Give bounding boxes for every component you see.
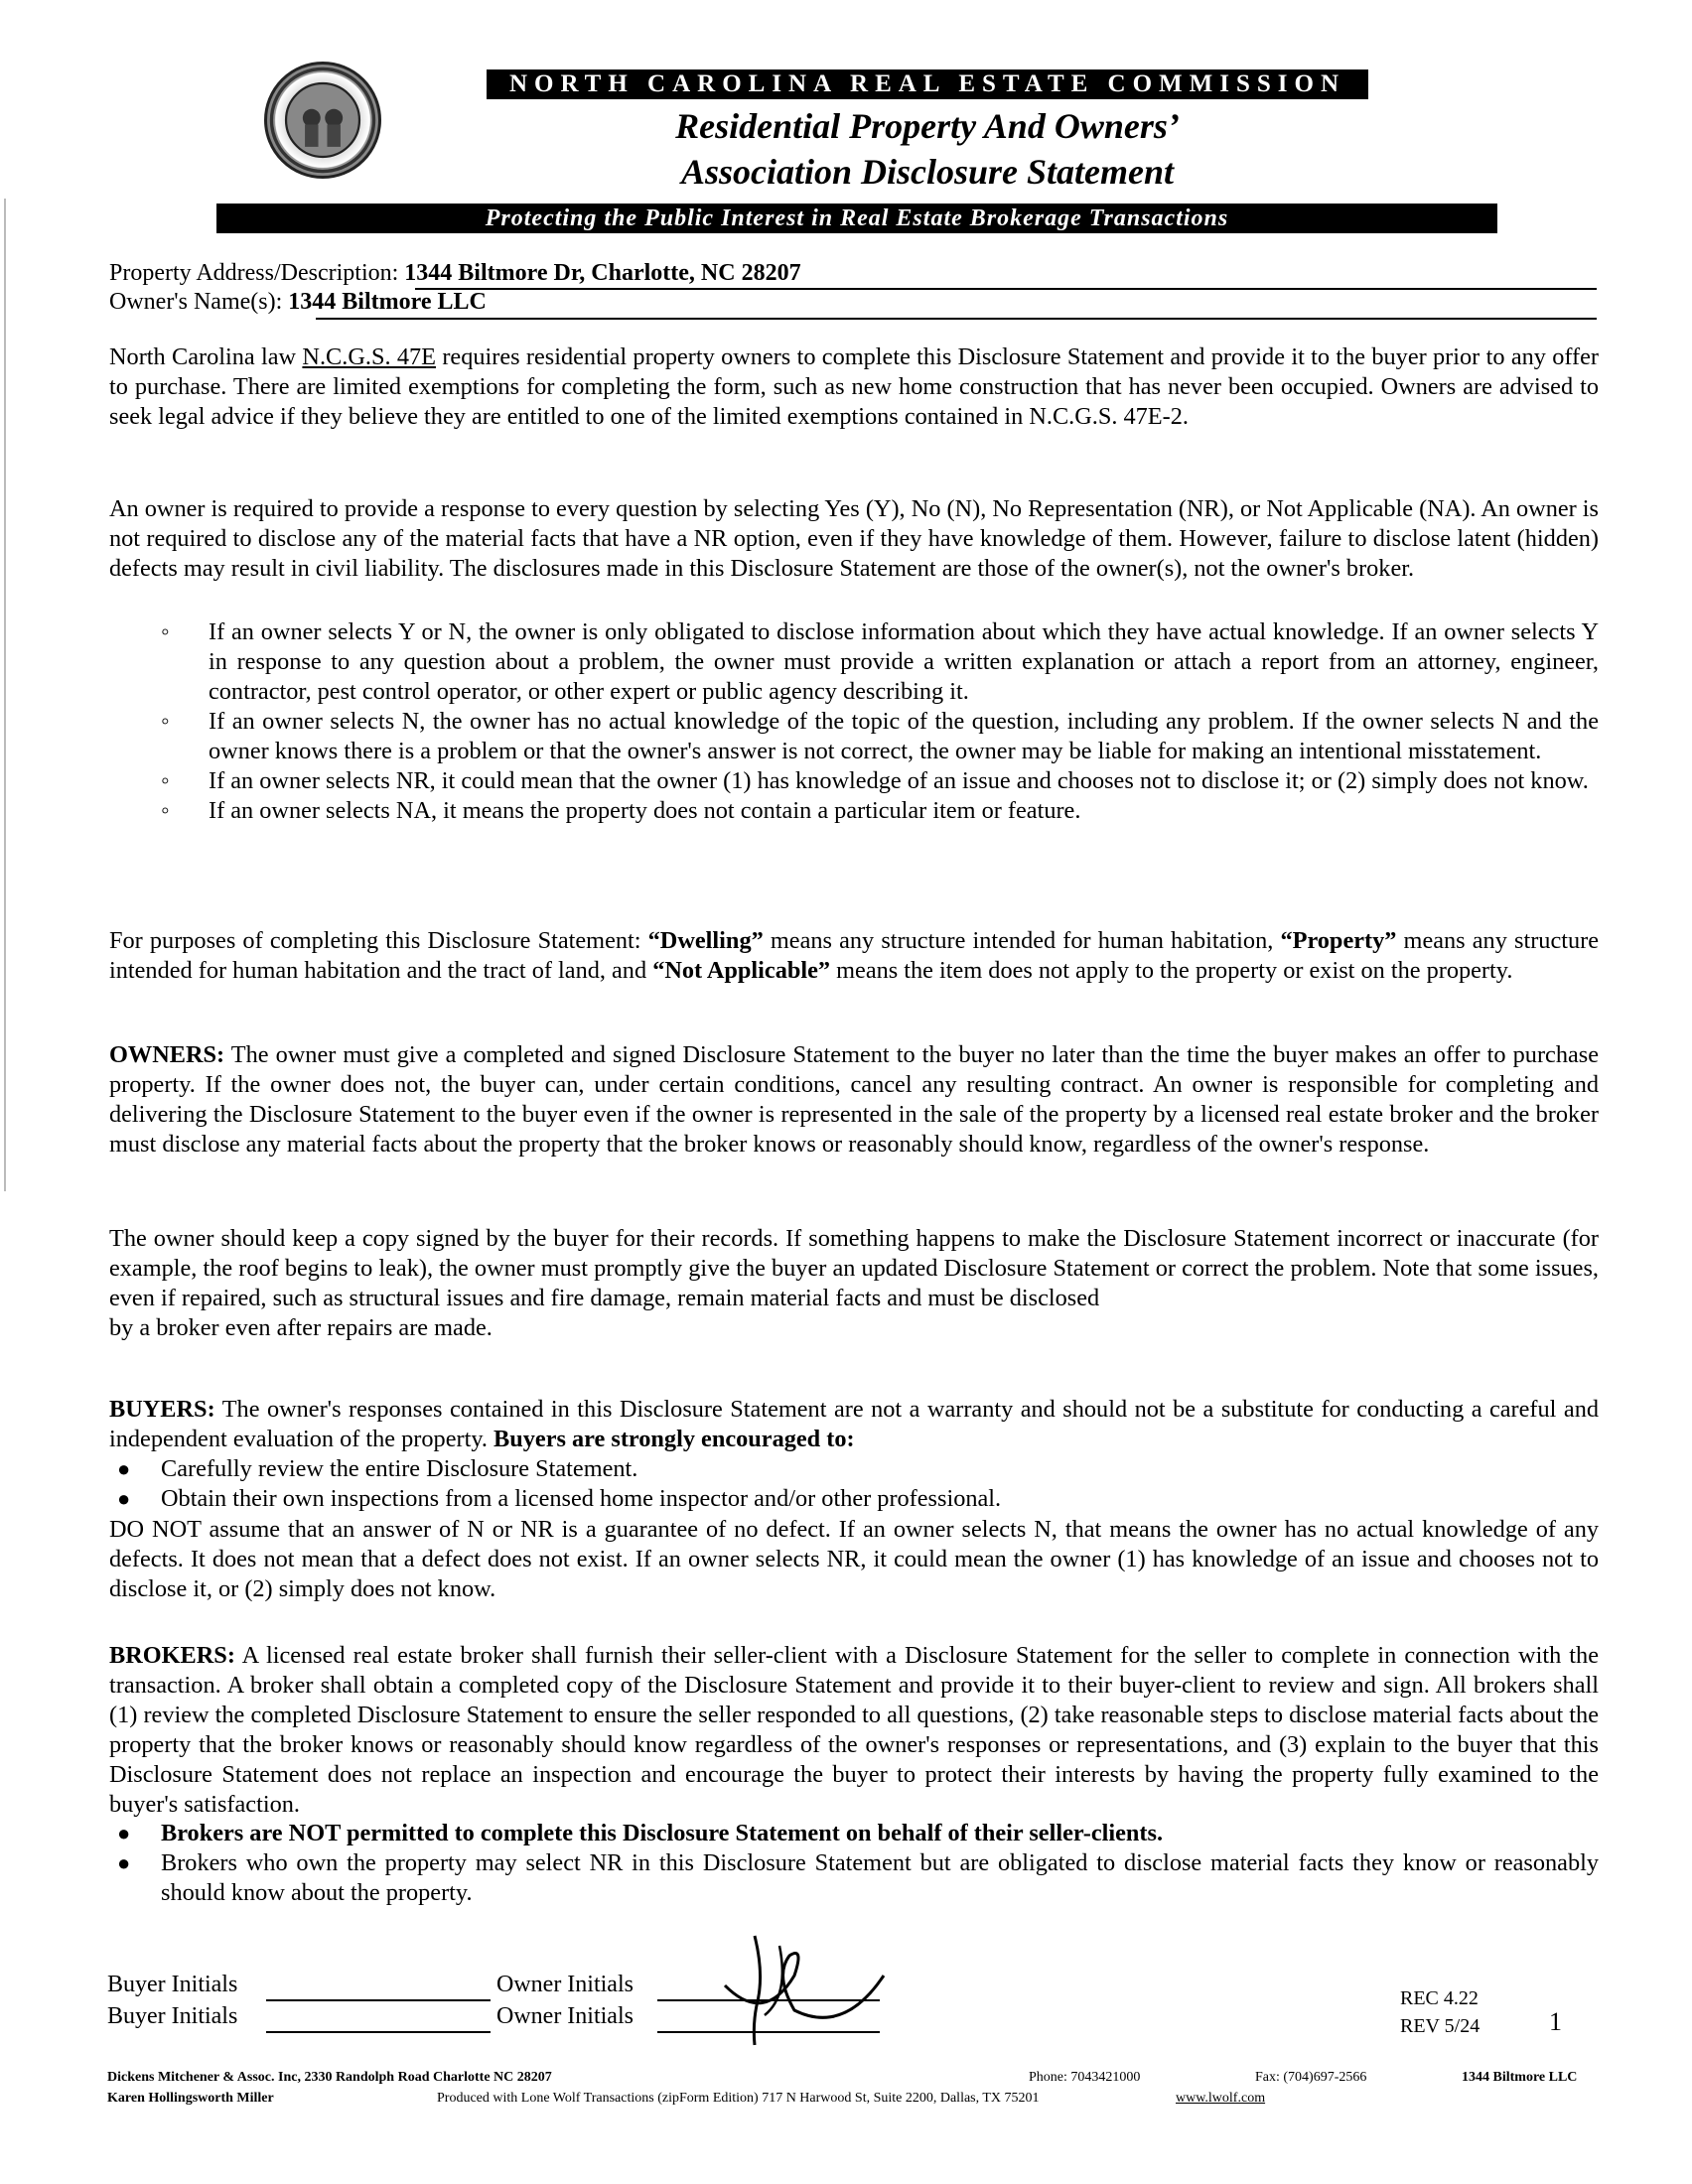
footer-produced-with: Produced with Lone Wolf Transactions (zipForm Edition) 717 N Harwood St, Suite 2200, Dallas, TX 75201 (437, 2091, 1040, 2106)
owners-copy-paragraph (109, 1224, 1599, 1343)
response-options-paragraph: An owner is required to provide a response to every question by selecting Yes (Y), No (N), No Representation (NR), or Not Applicable (NA). An owner is not required to disclose any of the material facts that have a NR option, even if they have knowledge of them. However, failure to disclose latent (hidden) defects may result in civil liability. The disclosures made in this Disclosure Statement are those of the owner(s), not the owner's broker. (109, 495, 1600, 582)
buyers-list (109, 1454, 1599, 1514)
scan-margin-mark (4, 199, 6, 1191)
owners-copy-text-end: by a broker even after repairs are made. (109, 1314, 493, 1341)
owner-name-label: Owner's Name(s): (109, 289, 283, 315)
list-item (109, 1484, 1599, 1514)
list-item (109, 1848, 1599, 1908)
buyers-paragraph (109, 1395, 1599, 1454)
property-address-label: Property Address/Description: (109, 260, 399, 286)
footer-url-link[interactable]: www.lwolf.com (1176, 2091, 1266, 2106)
commission-banner: NORTH CAROLINA REAL ESTATE COMMISSION (487, 69, 1368, 99)
rec-code: REC 4.22 (1400, 1987, 1479, 2009)
list-item-text: Obtain their own inspections from a licensed home inspector and/or other professional. (161, 1485, 1002, 1512)
buyer-initials-line[interactable] (266, 1999, 491, 2001)
owners-text: The owner must give a completed and signed Disclosure Statement to the buyer no later than the time the buyer makes an offer to purchase property. If the owner does not, the buyer can, under certain conditions, cancel any resulting contract. An owner is responsible for completing and delivering the Disclosure Statement to the buyer even if the owner is represented in the sale of the property by a licensed real estate broker and the broker must disclose any material facts about the property that the broker knows or reasonably should know, regardless of the owner's response. (109, 1041, 1599, 1158)
bullet-icon: ● (117, 1486, 131, 1511)
buyers-heading: BUYERS: (109, 1396, 215, 1423)
list-item-text: If an owner selects NR, it could mean that the owner (1) has knowledge of an issue and chooses not to disclose it; or (2) simply does not know. (209, 767, 1589, 794)
definitions-paragraph (109, 926, 1599, 986)
list-item (109, 617, 1599, 707)
brokers-heading: BROKERS: (109, 1642, 235, 1669)
tagline-banner: Protecting the Public Interest in Real Estate Brokerage Transactions (216, 204, 1497, 233)
page-number: 1 (1549, 2007, 1562, 2036)
owner-name-row (109, 289, 487, 316)
owner-name-value[interactable]: 1344 Biltmore LLC (288, 289, 487, 315)
list-item-text: Brokers who own the property may select NR in this Disclosure Statement but are obligated to disclose material facts they know or reasonably should know about the property. (161, 1849, 1599, 1906)
intro-text-rest: requires residential property owners to complete this Disclosure Statement and provide it to the buyer prior to any offer to purchase. There are limited exemptions for completing the form, such as new home construction that has never been occupied. Owners are advised to seek legal advice if they believe they are entitled to one of the limited exemptions contained in N.C.G.S. 47E-2. (109, 343, 1599, 430)
footer-phone: Phone: 7043421000 (1029, 2070, 1141, 2085)
property-address-underline (415, 288, 1597, 290)
buyers-text: The owner's responses contained in this Disclosure Statement are not a warranty and should not be a substitute for conducting a careful and independent evaluation of the property. (109, 1396, 1599, 1452)
statute-link[interactable]: N.C.G.S. 47E (302, 343, 436, 370)
commission-seal-icon (264, 62, 381, 179)
property-term: “Property” (1280, 927, 1397, 954)
list-item-text: If an owner selects Y or N, the owner is only obligated to disclose information about which they have actual knowledge. If an owner selects Y in response to any question about a problem, the owner must provide a written explanation or attach a report from an attorney, engineer, contractor, pest control operator, or other expert or public agency describing it. (209, 618, 1599, 705)
buyer-initials-label: Buyer Initials (107, 2003, 238, 2029)
footer-owner-name: 1344 Biltmore LLC (1462, 2070, 1578, 2085)
brokers-list (109, 1819, 1599, 1908)
bullet-icon: ● (117, 1456, 131, 1481)
property-address-row (109, 260, 801, 287)
not-applicable-term: “Not Applicable” (652, 957, 831, 984)
owners-heading: OWNERS: (109, 1041, 225, 1068)
bullet-icon: ◦ (161, 708, 170, 735)
list-item (109, 766, 1599, 796)
owners-paragraph (109, 1040, 1599, 1160)
buyer-initials-label: Buyer Initials (107, 1972, 238, 1997)
owner-initials-signature (695, 1916, 894, 2055)
brokers-text: A licensed real estate broker shall furnish their seller-client with a Disclosure Statement for the seller to complete in connection with the transaction. A broker shall obtain a completed copy of the Disclosure Statement and provide it to their buyer-client to review and sign. All brokers shall (1) review the completed Disclosure Statement to ensure the seller responded to all questions, (2) take reasonable steps to disclose material facts about the property that the broker knows or reasonably should know regardless of the owner's responses or representations, and (3) explain to the buyer that this Disclosure Statement does not replace an inspection and encourage the buyer to protect their interests by having the property fully examined to the buyer's satisfaction. (109, 1642, 1599, 1818)
bullet-icon: ◦ (161, 767, 170, 794)
form-title-line2: Association Disclosure Statement (680, 152, 1175, 192)
definitions-text: means any structure intended for human habitation and the tract of land, and (109, 927, 1600, 984)
bullet-icon: ● (117, 1821, 131, 1845)
list-item (109, 796, 1599, 826)
buyer-initials-line[interactable] (266, 2031, 491, 2033)
bullet-icon: ◦ (161, 797, 170, 824)
list-item-text: If an owner selects NA, it means the property does not contain a particular item or feature. (209, 797, 1081, 824)
rev-code: REV 5/24 (1400, 2015, 1480, 2037)
buyers-encouraged: Buyers are strongly encouraged to: (494, 1426, 855, 1452)
owner-name-underline (316, 318, 1597, 320)
footer-agent-name: Karen Hollingsworth Miller (107, 2091, 274, 2106)
definitions-text: means the item does not apply to the property or exist on the property. (830, 957, 1513, 984)
owner-initials-label: Owner Initials (496, 2003, 634, 2029)
owner-initials-label: Owner Initials (496, 1972, 634, 1997)
definitions-text: For purposes of completing this Disclosure Statement: (109, 927, 648, 954)
bullet-icon: ◦ (161, 618, 170, 645)
bullet-icon: ● (117, 1850, 131, 1875)
list-item (109, 1819, 1599, 1848)
list-item-text: Brokers are NOT permitted to complete this Disclosure Statement on behalf of their seller-clients. (161, 1820, 1164, 1846)
intro-text-start: North Carolina law (109, 343, 303, 370)
footer-fax: Fax: (704)697-2566 (1255, 2070, 1367, 2085)
brokers-paragraph (109, 1641, 1599, 1820)
list-item-text: Carefully review the entire Disclosure Statement. (161, 1455, 638, 1482)
list-item (109, 1454, 1599, 1484)
owners-copy-text: The owner should keep a copy signed by the buyer for their records. If something happens to make the Disclosure Statement incorrect or inaccurate (for example, the roof begins to leak), the owner must promptly give the buyer an updated Disclosure Statement or correct the problem. Note that some issues, even if repaired, such as structural issues and fire damage, remain material facts and must be disclosed (109, 1225, 1599, 1311)
intro-paragraph (109, 342, 1599, 432)
response-explanation-list (109, 617, 1599, 826)
list-item (109, 707, 1599, 766)
dwelling-term: “Dwelling” (647, 927, 764, 954)
footer-broker-address: Dickens Mitchener & Assoc. Inc, 2330 Randolph Road Charlotte NC 28207 (107, 2070, 552, 2085)
buyers-warning-paragraph: DO NOT assume that an answer of N or NR is a guarantee of no defect. If an owner selects N, that means the owner has no actual knowledge of any defects. It does not mean that a defect does not exist. If an owner selects NR, it could mean the owner (1) has knowledge of an issue and chooses not to disclose it, or (2) simply does not know. (109, 1516, 1599, 1602)
definitions-text: means any structure intended for human habitation, (763, 927, 1281, 954)
property-address-value[interactable]: 1344 Biltmore Dr, Charlotte, NC 28207 (404, 260, 801, 286)
list-item-text: If an owner selects N, the owner has no actual knowledge of the topic of the question, including any problem. If the owner selects N and the owner knows there is a problem or that the owner's answer is not correct, the owner may be liable for making an intentional misstatement. (209, 708, 1599, 764)
form-title-line1: Residential Property And Owners’ (675, 106, 1180, 146)
